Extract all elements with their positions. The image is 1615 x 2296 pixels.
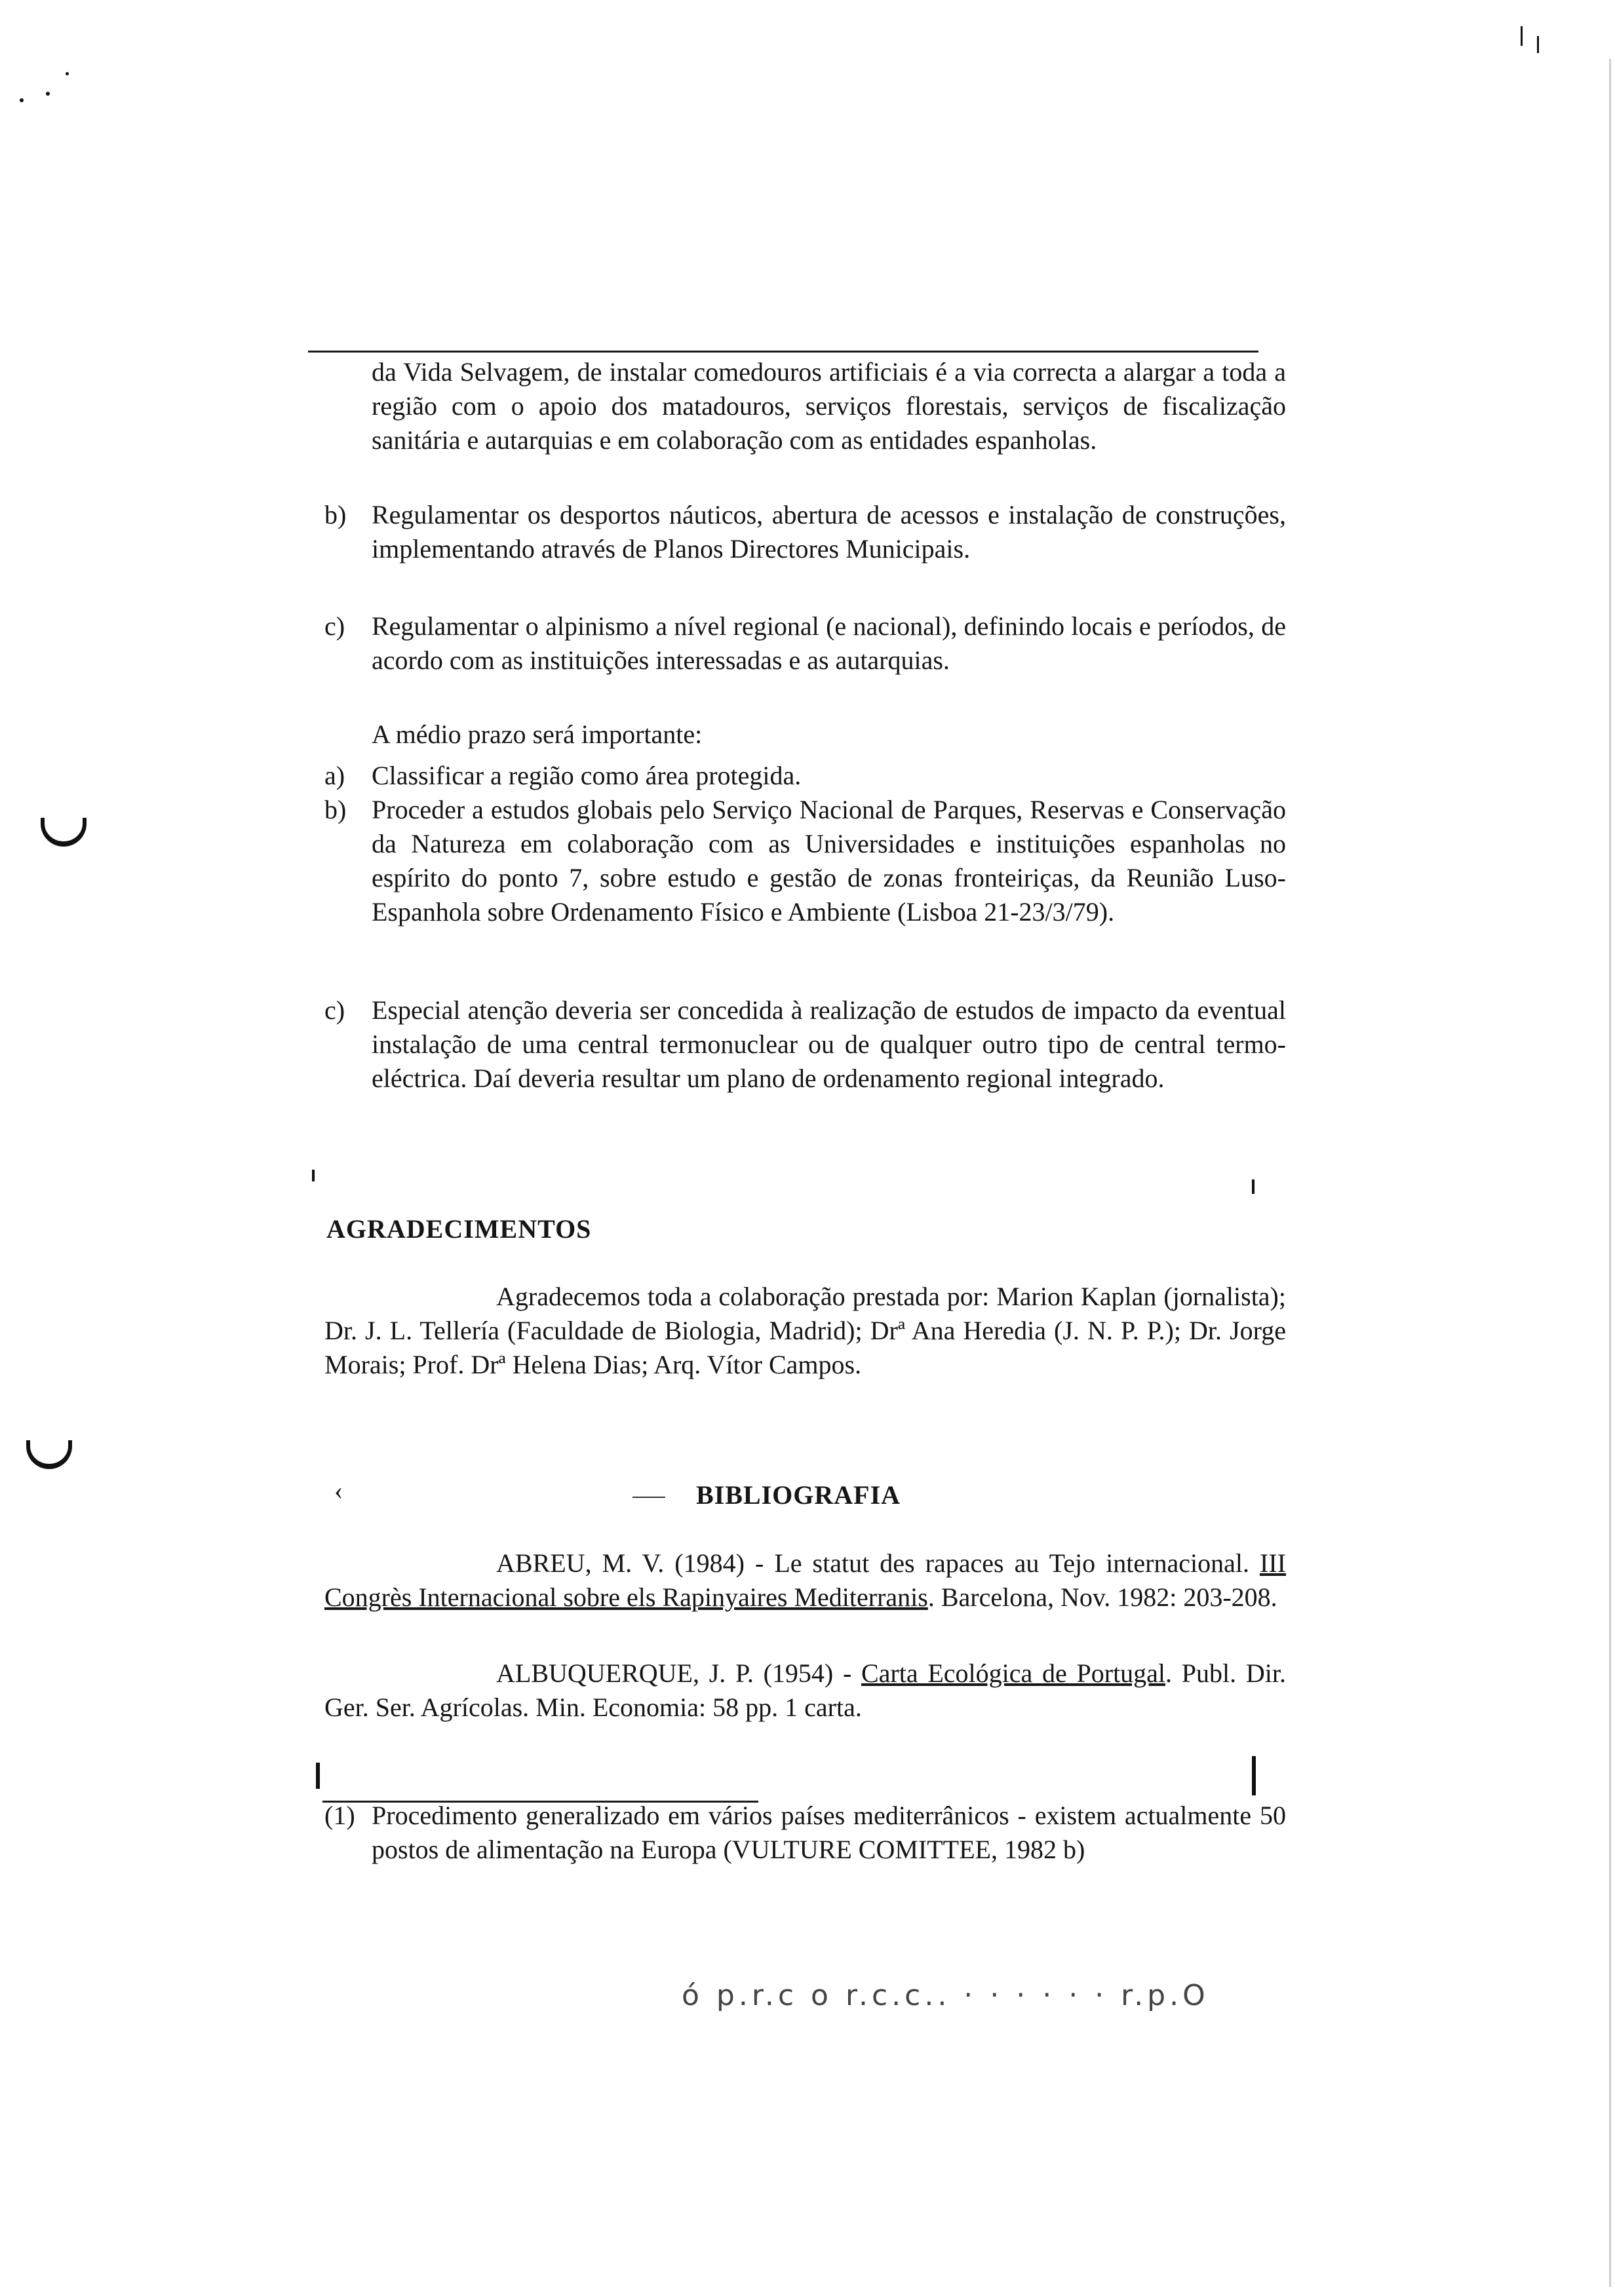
continuation-paragraph: da Vida Selvagem, de instalar comedouros artificiais é a via correcta a alargar a toda a região com o apoio dos matadouros, serviços florestais, serviços de fiscalização sanitária e autarquias e em colaboração com as entidades espanholas.	[372, 357, 1286, 455]
acknowledgements-heading: AGRADECIMENTOS	[326, 1214, 592, 1244]
reference-title: III Congrès Internacional sobre els Rapinyaires Mediterranis	[324, 1548, 1286, 1612]
footnote-label: (1)	[324, 1801, 355, 1830]
scan-mark	[1521, 26, 1523, 46]
reference-item	[324, 1546, 1286, 1615]
scan-mark	[1252, 1179, 1255, 1194]
acknowledgements-text: Agradecemos toda a colaboração prestada por: Marion Kaplan (jornalista); Dr. J. L. Tellería (Faculdade de Biologia, Madrid); Drª Ana Heredia (J. N. P. P.); Dr. Jorge Morais; Prof. Drª Helena Dias; Arq. Vítor Campos.	[324, 1282, 1286, 1379]
list-label: c)	[324, 995, 345, 1025]
scan-mark	[1252, 1756, 1256, 1795]
footnote-text: Procedimento generalizado em vários países mediterrânicos - existem actualmente 50 postos de alimentação na Europa (VULTURE COMITTEE, 1982 b)	[372, 1801, 1286, 1864]
list-label: a)	[324, 761, 345, 790]
reference-authors: ALBUQUERQUE, J. P. (1954) -	[496, 1658, 861, 1688]
scan-mark	[41, 818, 87, 847]
scan-mark	[1537, 36, 1539, 53]
reference-authors: ABREU, M. V. (1984) - Le statut des rapaces au Tejo internacional.	[496, 1548, 1260, 1578]
top-rule	[308, 351, 1258, 353]
list-text: Classificar a região como área protegida.	[372, 761, 802, 790]
scan-mark	[316, 1763, 320, 1789]
list-label: c)	[324, 611, 345, 641]
list-label: b)	[324, 795, 347, 824]
list-text: Regulamentar os desportos náuticos, abertura de acessos e instalação de construções, implementando através de Planos Directores Municipais.	[372, 500, 1286, 564]
scan-mark	[1609, 59, 1611, 2287]
list-text: Regulamentar o alpinismo a nível regional (e nacional), definindo locais e períodos, de acordo com as instituições interessadas e as autarquias.	[372, 611, 1286, 675]
list-label: b)	[324, 500, 347, 529]
reference-item	[324, 1656, 1286, 1725]
scan-mark: ‹	[334, 1476, 343, 1505]
reference-title: Carta Ecológica de Portugal	[861, 1658, 1166, 1688]
list-text: Proceder a estudos globais pelo Serviço Nacional de Parques, Reservas e Conservação da Natureza em colaboração com as Universidades e instituições espanholas no espírito do ponto 7, sobre estudo e gestão de zonas fronteiriças, da Reunião Luso-Espanhola sobre Ordenamento Físico e Ambiente (Lisboa 21-23/3/79).	[372, 795, 1286, 927]
scan-mark	[312, 1170, 315, 1181]
bleed-through-scrawl: ó p.r.c o r.c.c.. ‧ ‧ ‧ ‧ ‧ ‧ r.p.O	[682, 1979, 1209, 2012]
bibliography-heading: BIBLIOGRAFIA	[696, 1480, 901, 1510]
dash-mark	[632, 1497, 665, 1498]
scan-mark	[46, 92, 50, 96]
scan-mark	[20, 98, 24, 102]
scan-mark	[66, 72, 69, 75]
list-text: Especial atenção deveria ser concedida à realização de estudos de impacto da eventual instalação de uma central termonuclear ou de qualquer outro tipo de central termo-eléctrica. Daí deveria resultar um plano de ordenamento regional integrado.	[372, 995, 1286, 1093]
scan-mark	[26, 1440, 72, 1469]
reference-details: . Barcelona, Nov. 1982: 203-208.	[927, 1582, 1277, 1612]
medium-term-intro: A médio prazo será importante:	[372, 719, 703, 749]
reference-details: . Publ. Dir. Ger. Ser. Agrícolas. Min. Economia: 58 pp. 1 carta.	[324, 1658, 1286, 1722]
